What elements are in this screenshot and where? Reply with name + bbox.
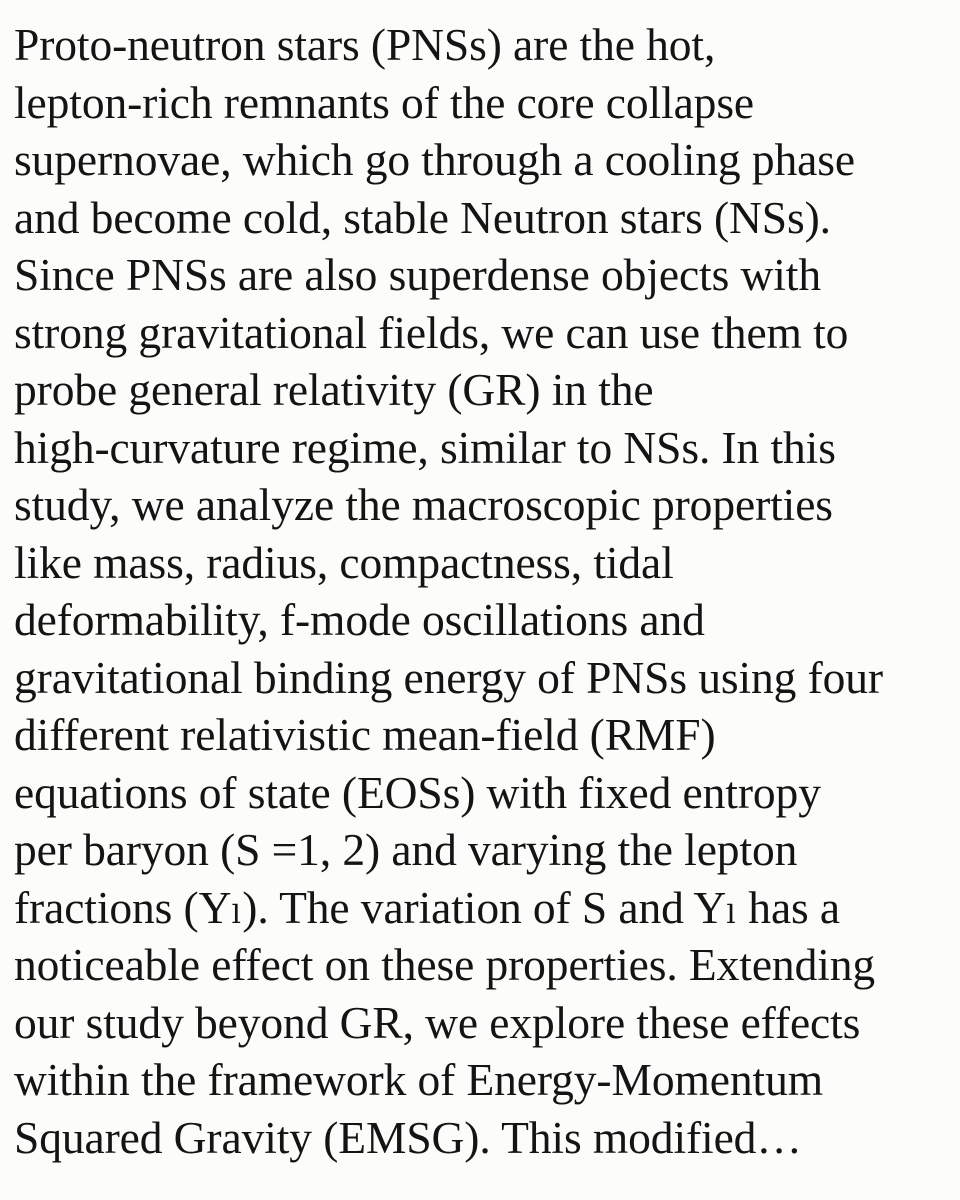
text-line: fractions (Yₗ). The variation of S and Yₗ has a — [14, 881, 841, 933]
text-line: and become cold, stable Neutron stars (NSs). — [14, 191, 831, 243]
text-line: probe general relativity (GR) in the — [14, 364, 654, 415]
text-line: supernovae, which go through a cooling phase — [14, 134, 855, 185]
text-line: high-curvature regime, similar to NSs. In this — [14, 421, 836, 473]
text-line: Since PNSs are also superdense objects with — [14, 249, 821, 300]
text-line: per baryon (S =1, 2) and varying the lepton — [14, 824, 798, 875]
text-line: deformability, f-mode oscillations and — [14, 594, 705, 645]
text-line: our study beyond GR, we explore these effects — [14, 996, 861, 1048]
text-line: noticeable effect on these properties. Extending — [14, 939, 876, 990]
text-line: gravitational binding energy of PNSs using four — [14, 651, 883, 703]
text-line: Proto-neutron stars (PNSs) are the hot, — [14, 19, 716, 70]
text-line: within the framework of Energy-Momentum — [14, 1054, 824, 1105]
text-line: lepton-rich remnants of the core collapse — [14, 76, 755, 128]
text-line: Squared Gravity (EMSG). This modified… — [14, 1111, 802, 1163]
text-line: equations of state (EOSs) with fixed entropy — [14, 766, 821, 818]
text-line: strong gravitational fields, we can use them to — [14, 306, 849, 358]
text-line: study, we analyze the macroscopic properties — [14, 479, 833, 530]
text-line: different relativistic mean-field (RMF) — [14, 709, 716, 760]
text-line: like mass, radius, compactness, tidal — [14, 536, 674, 588]
abstract-text — [14, 16, 946, 1166]
